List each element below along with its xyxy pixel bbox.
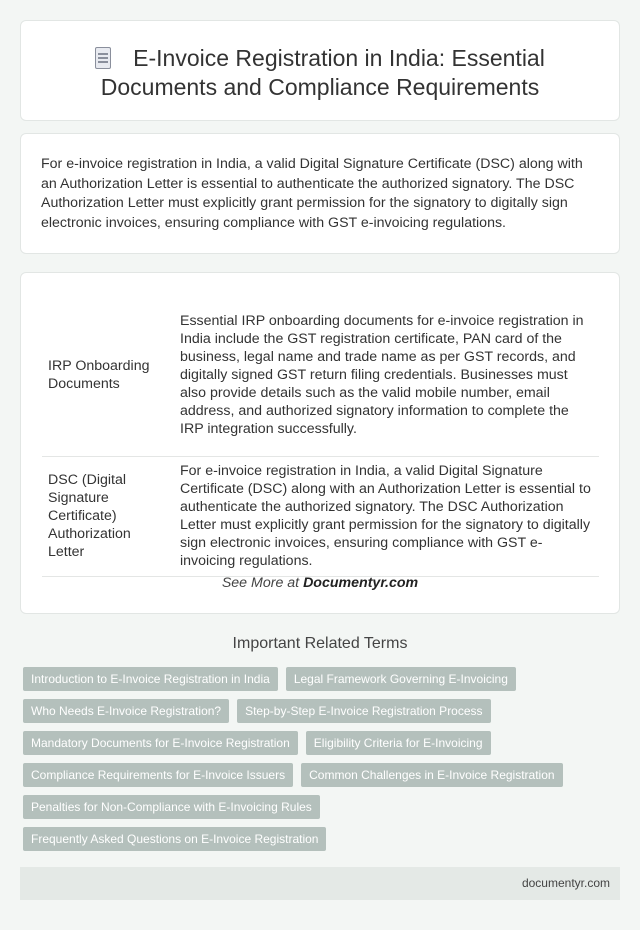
related-term-tag[interactable]: Penalties for Non-Compliance with E-Invoicing Rules: [23, 795, 320, 819]
related-terms-list: [23, 667, 623, 859]
documents-table: [42, 295, 599, 577]
footer: [20, 867, 620, 900]
related-term-tag[interactable]: Common Challenges in E-Invoice Registration: [301, 763, 562, 787]
related-term-tag[interactable]: Mandatory Documents for E-Invoice Registration: [23, 731, 298, 755]
table-row-key: IRP Onboarding Documents: [42, 295, 174, 456]
related-term-tag[interactable]: Who Needs E-Invoice Registration?: [23, 699, 229, 723]
see-more-prefix: See More at: [221, 575, 304, 591]
see-more-site[interactable]: Documentyr.com: [303, 575, 419, 591]
related-term-tag[interactable]: Introduction to E-Invoice Registration in India: [23, 667, 278, 691]
related-term-tag[interactable]: Compliance Requirements for E-Invoice Issuers: [23, 763, 293, 787]
page-title: [51, 44, 589, 102]
intro-paragraph: For e-invoice registration in India, a valid Digital Signature Certificate (DSC) along with an Authorization Letter is essential to authenticate the authorized signatory. The DSC Authorization Letter must explicitly grant permission for the signatory to digitally sign electronic invoices, ensuring compliance with GST e-invoicing regulations.: [41, 156, 583, 231]
title-card: [20, 20, 620, 121]
table-row: [42, 456, 599, 576]
table-row-key: DSC (Digital Signature Certificate) Authorization Letter: [42, 456, 174, 576]
related-term-tag[interactable]: Frequently Asked Questions on E-Invoice Registration: [23, 827, 326, 851]
table-card: [20, 272, 620, 614]
related-term-tag[interactable]: Legal Framework Governing E-Invoicing: [286, 667, 516, 691]
table-row-value: For e-invoice registration in India, a valid Digital Signature Certificate (DSC) along with an Authorization Letter is essential to authenticate the authorized signatory. The DSC Authorization Letter must explicitly grant permission for the signatory to digitally sign electronic invoices, ensuring compliance with GST e-invoicing regulations.: [174, 456, 599, 576]
table-row-value: Essential IRP onboarding documents for e-invoice registration in India include the GST registration certificate, PAN card of the business, legal name and trade name as per GST records, and digitally signed GST return filing credentials. Businesses must also provide details such as the valid mobile number, email address, and authorized signatory information to complete the IRP integration successfully.: [174, 295, 599, 456]
related-term-tag[interactable]: Step-by-Step E-Invoice Registration Process: [237, 699, 490, 723]
see-more-link[interactable]: [21, 575, 619, 591]
related-terms-heading: Important Related Terms: [232, 635, 408, 652]
document-icon: [95, 47, 111, 69]
page-title-text: E-Invoice Registration in India: Essential Documents and Compliance Requirements: [100, 45, 545, 100]
related-term-tag[interactable]: Eligibility Criteria for E-Invoicing: [306, 731, 491, 755]
intro-card: [20, 133, 620, 254]
footer-site-link[interactable]: documentyr.com: [521, 876, 610, 890]
table-row: [42, 295, 599, 456]
